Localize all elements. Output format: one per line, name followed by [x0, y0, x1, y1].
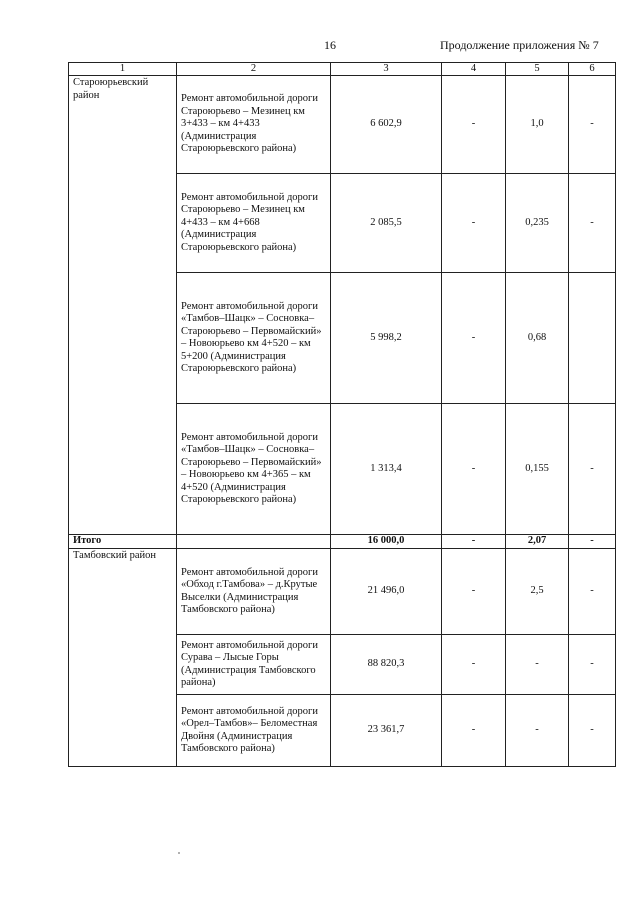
total-row [69, 535, 616, 549]
col6-cell [569, 273, 616, 404]
col4-cell: - [442, 635, 506, 695]
roads-table [68, 62, 616, 767]
col6-cell: - [569, 549, 616, 635]
road-description: Ремонт автомобильной дороги Староюрьево – Мезинец км 3+433 – км 4+433 (Администрация Староюрьевского района) [177, 76, 331, 174]
road-description: Ремонт автомобильной дороги «Орел–Тамбов»– Беломестная Двойня (Администрация Тамбовского района) [177, 695, 331, 767]
total-length: 2,07 [506, 535, 569, 549]
road-description: Ремонт автомобильной дороги «Обход г.Тамбова» – д.Крутые Выселки (Администрация Тамбовского района) [177, 549, 331, 635]
length-cell: 0,68 [506, 273, 569, 404]
road-description: Ремонт автомобильной дороги «Тамбов–Шацк» – Сосновка–Староюрьево – Первомайский» – Новоюрьево км 4+520 – км 5+200 (Администрация Староюрьевского района) [177, 273, 331, 404]
column-header: 4 [442, 63, 506, 76]
cost-cell: 1 313,4 [331, 404, 442, 535]
cost-cell: 6 602,9 [331, 76, 442, 174]
col4-cell: - [442, 404, 506, 535]
cost-cell: 23 361,7 [331, 695, 442, 767]
length-cell: 0,235 [506, 174, 569, 273]
road-description: Ремонт автомобильной дороги Сурава – Лысые Горы (Администрация Тамбовского района) [177, 635, 331, 695]
column-header: 5 [506, 63, 569, 76]
column-header: 2 [177, 63, 331, 76]
col6-cell: - [569, 635, 616, 695]
road-description: Ремонт автомобильной дороги «Тамбов–Шацк» – Сосновка–Староюрьево – Первомайский» – Новоюрьево км 4+365 – км 4+520 (Администрация Староюрьевского района) [177, 404, 331, 535]
col4-cell: - [442, 695, 506, 767]
col6-cell: - [569, 174, 616, 273]
col6-cell: - [569, 695, 616, 767]
col6-cell: - [569, 404, 616, 535]
district-cell: Староюрьевский район [69, 76, 177, 535]
length-cell: 0,155 [506, 404, 569, 535]
cost-cell: 5 998,2 [331, 273, 442, 404]
col4-cell: - [442, 549, 506, 635]
total-col6: - [569, 535, 616, 549]
table-row [69, 76, 616, 174]
cost-cell: 2 085,5 [331, 174, 442, 273]
page-number: 16 [324, 38, 336, 52]
total-cost: 16 000,0 [331, 535, 442, 549]
col4-cell: - [442, 273, 506, 404]
column-header: 6 [569, 63, 616, 76]
length-cell: - [506, 695, 569, 767]
continuation-caption: Продолжение приложения № 7 [440, 38, 599, 52]
scan-speck [178, 852, 180, 854]
length-cell: - [506, 635, 569, 695]
table-row [69, 549, 616, 635]
road-description: Ремонт автомобильной дороги Староюрьево – Мезинец км 4+433 – км 4+668 (Администрация Староюрьевского района) [177, 174, 331, 273]
total-empty-cell [177, 535, 331, 549]
length-cell: 2,5 [506, 549, 569, 635]
cost-cell: 21 496,0 [331, 549, 442, 635]
col4-cell: - [442, 174, 506, 273]
total-label: Итого [69, 535, 177, 549]
length-cell: 1,0 [506, 76, 569, 174]
col4-cell: - [442, 76, 506, 174]
district-cell: Тамбовский район [69, 549, 177, 767]
total-col4: - [442, 535, 506, 549]
column-header-row [69, 63, 616, 76]
column-header: 3 [331, 63, 442, 76]
column-header: 1 [69, 63, 177, 76]
cost-cell: 88 820,3 [331, 635, 442, 695]
col6-cell: - [569, 76, 616, 174]
